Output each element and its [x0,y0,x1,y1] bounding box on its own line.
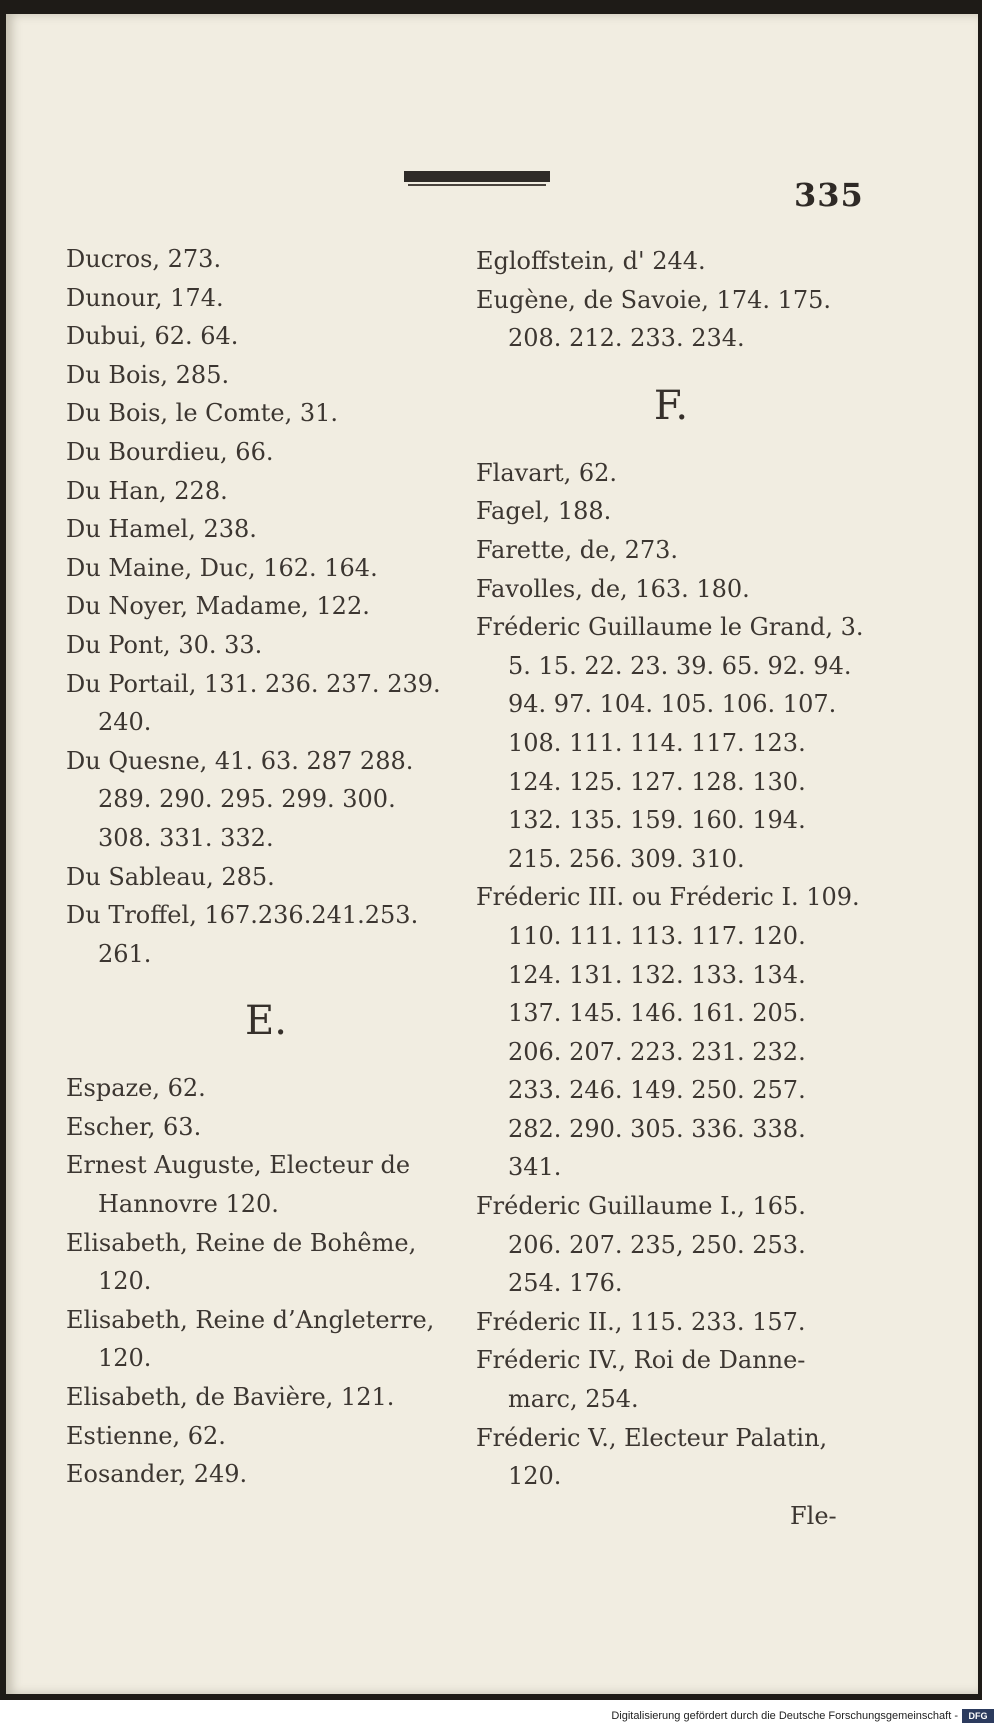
index-entry: Fagel, 188. [476,497,612,526]
entries-f [476,454,866,1496]
index-entry: Ernest Auguste, Electeur de Hannovre 120. [66,1151,411,1219]
index-column-right [476,242,866,1496]
book-page [6,14,978,1694]
index-entry: Elisabeth, de Bavière, 121. [66,1383,395,1412]
index-entry: Du Pont, 30. 33. [66,630,263,659]
index-entry: Ducros, 273. [66,245,222,273]
index-entry: Dubui, 62. 64. [66,322,239,351]
index-entry: Du Maine, Duc, 162. 164. [66,553,378,582]
index-entry: Du Bois, 285. [66,360,230,389]
index-entry: Favolles, de, 163. 180. [476,574,750,603]
index-entry: Du Noyer, Madame, 122. [66,592,370,621]
index-entry: Fréderic Guillaume I., 165. 206. 207. 235, 250. 253. 254. 176. [476,1192,806,1298]
index-entry: Du Bois, le Comte, 31. [66,399,339,428]
index-entry: Du Sableau, 285. [66,862,275,891]
index-entry: Du Han, 228. [66,476,228,505]
entries-e-continued [476,242,866,358]
index-entry: Dunour, 174. [66,283,224,312]
funding-credit: Digitalisierung gefördert durch die Deutsche Forschungsgemeinschaft - [611,1710,958,1722]
index-entry: Egloffstein, d' 244. [476,247,706,275]
header-rule [404,171,550,187]
index-entry: Eosander, 249. [66,1460,248,1489]
index-entry: Fréderic II., 115. 233. 157. [476,1307,806,1336]
index-entry: Du Bourdieu, 66. [66,437,274,466]
index-entry: Estienne, 62. [66,1421,226,1450]
entries-d [66,240,456,973]
index-column-left [66,240,456,1494]
index-entry: Du Portail, 131. 236. 237. 239. 240. [66,669,441,737]
index-entry: Fréderic Guillaume le Grand, 3. 5. 15. 22. 23. 39. 65. 92. 94. 94. 97. 104. 105. 106. 107. 108. 111. 114. 117. 123. 124. 125. 127. 128. 130. 132. 135. 159. 160. 194. 215. 256. 309. 310. [476,613,864,873]
header-rule-thin [408,184,546,186]
catchword: Fle- [790,1502,837,1530]
header-rule-thick [404,171,550,182]
index-entry: Escher, 63. [66,1112,202,1141]
index-entry: Du Quesne, 41. 63. 287 288. 289. 290. 295. 299. 300. 308. 331. 332. [66,746,414,852]
index-entry: Du Hamel, 238. [66,515,257,544]
index-entry: Farette, de, 273. [476,535,679,564]
entries-e [66,1069,456,1494]
digitization-footer [0,1706,1000,1729]
index-entry: Espaze, 62. [66,1074,206,1103]
index-entry: Du Troffel, 167.236.241.253. 261. [66,901,419,968]
index-entry: Eugène, de Savoie, 174. 175. 208. 212. 233. 234. [476,285,832,353]
page-number: 335 [794,176,864,214]
section-letter-e: E. [245,998,287,1045]
section-letter-f: F. [653,382,689,429]
index-entry: Fréderic V., Electeur Palatin, 120. [476,1423,828,1491]
index-entry: Elisabeth, Reine de Bohême, 120. [66,1228,417,1296]
index-entry: Fréderic IV., Roi de Danne-marc, 254. [476,1346,806,1414]
index-entry: Flavart, 62. [476,458,618,487]
dfg-logo-badge: DFG [962,1709,994,1723]
index-entry: Fréderic III. ou Fréderic I. 109. 110. 111. 113. 117. 120. 124. 131. 132. 133. 134. 137. 145. 146. 161. 205. 206. 207. 223. 231. 232. 233. 246. 149. 250. 257. 282. 290. 305. 336. 338. 341. [476,883,860,1182]
index-entry: Elisabeth, Reine d’Angleterre, 120. [66,1305,435,1373]
